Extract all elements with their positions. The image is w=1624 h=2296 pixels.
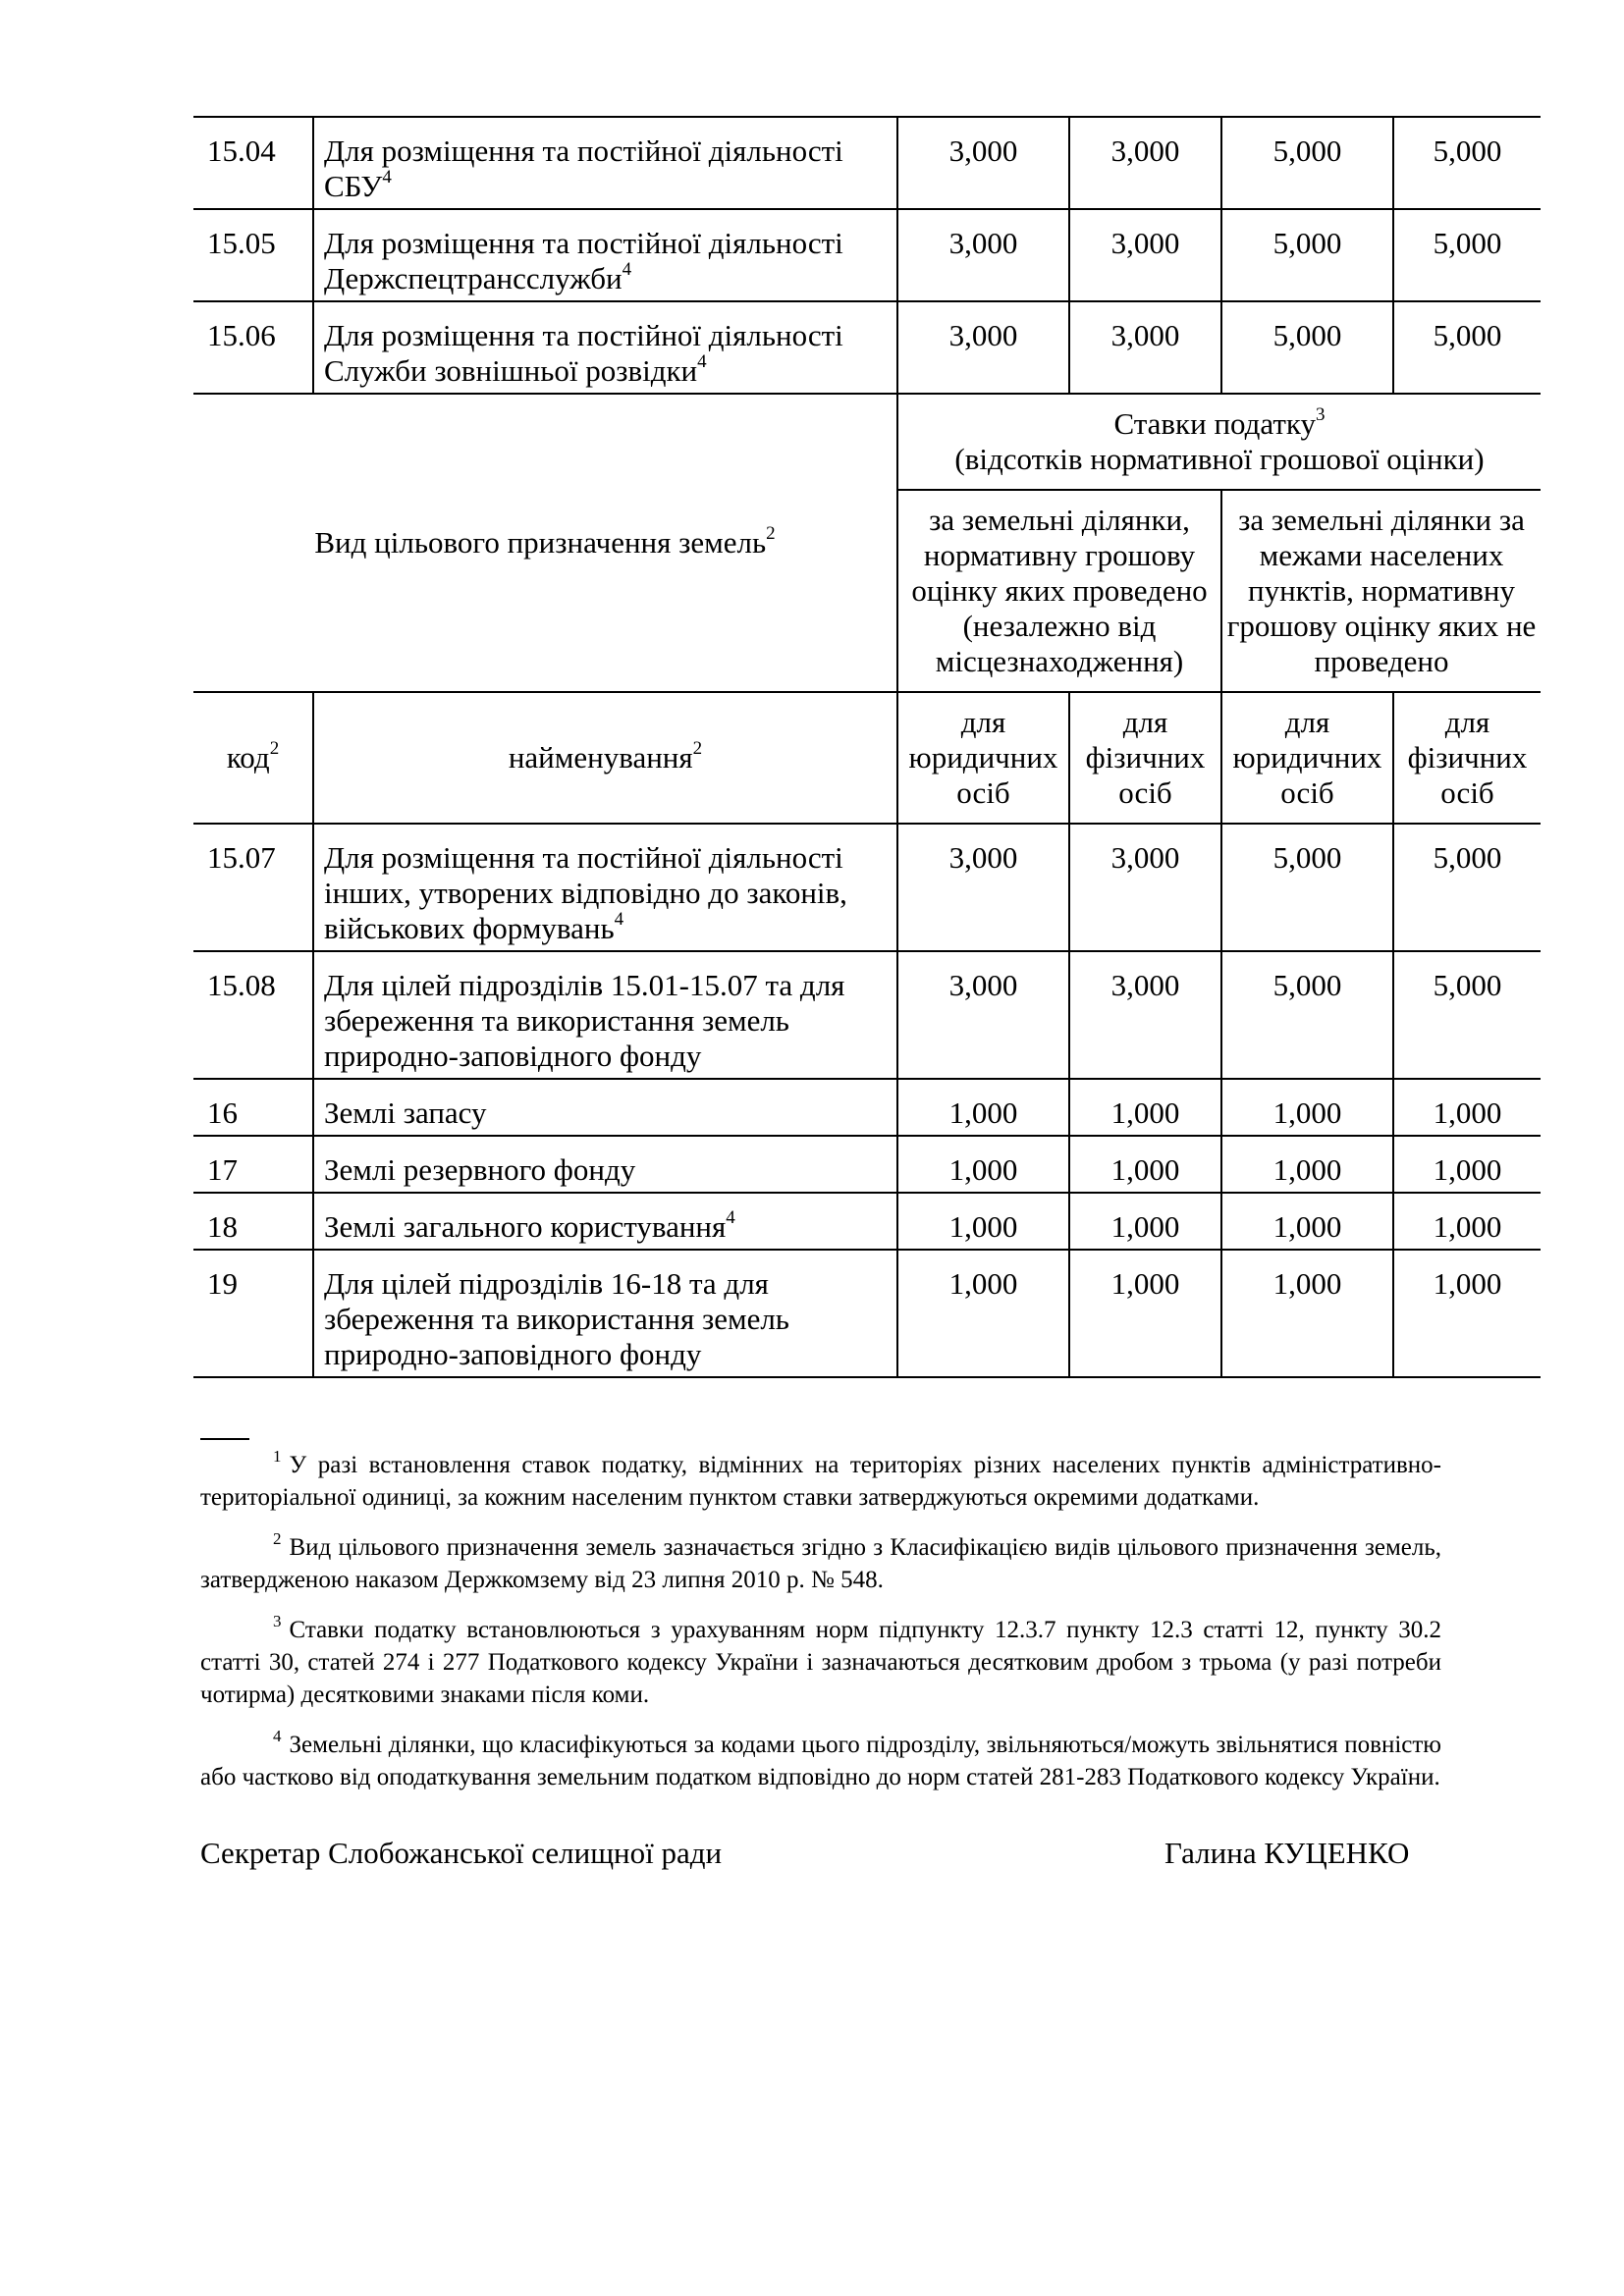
row-code: 17 xyxy=(193,1136,313,1193)
row-code: 16 xyxy=(193,1079,313,1136)
rate-value: 1,000 xyxy=(1393,1136,1541,1193)
rate-value: 5,000 xyxy=(1393,824,1541,951)
rate-value: 1,000 xyxy=(1221,1250,1393,1377)
rate-value: 5,000 xyxy=(1393,117,1541,209)
header-rates-sub: (відсотків нормативної грошової оцінки) xyxy=(954,442,1485,476)
table-body-top xyxy=(193,117,1541,394)
rate-value: 5,000 xyxy=(1221,209,1393,301)
header-name-cell xyxy=(313,692,897,824)
rate-value: 1,000 xyxy=(1221,1079,1393,1136)
footnotes xyxy=(200,1449,1441,1811)
footnote-text: Земельні ділянки, що класифікуються за кодами цього підрозділу, звільняються/можуть звільнятися повністю або частково від оподаткування земельним податком відповідно до норм статей 281-283 Податкового кодексу України. xyxy=(200,1732,1441,1790)
rate-value: 1,000 xyxy=(1069,1250,1221,1377)
table-body-bottom xyxy=(193,824,1541,1377)
row-name: Для розміщення та постійної діяльності інших, утворених відповідно до законів, військових формувань xyxy=(324,840,847,945)
rate-value: 1,000 xyxy=(1221,1136,1393,1193)
row-name-cell xyxy=(313,1193,897,1250)
table-row xyxy=(193,951,1541,1079)
rate-value: 1,000 xyxy=(897,1136,1069,1193)
footnote xyxy=(200,1614,1441,1711)
rate-value: 3,000 xyxy=(897,824,1069,951)
row-footnote-ref: 4 xyxy=(697,351,707,372)
row-name: Землі загального користування xyxy=(324,1209,727,1244)
rate-value: 1,000 xyxy=(1069,1079,1221,1136)
table-row xyxy=(193,301,1541,394)
rate-value: 1,000 xyxy=(1393,1250,1541,1377)
row-code: 18 xyxy=(193,1193,313,1250)
footnote-separator xyxy=(200,1438,249,1440)
footnote-number: 2 xyxy=(273,1529,282,1548)
header-rates: Ставки податку xyxy=(1113,406,1317,441)
rate-value: 5,000 xyxy=(1221,117,1393,209)
table-row xyxy=(193,1079,1541,1136)
rate-value: 1,000 xyxy=(1393,1193,1541,1250)
row-name-cell xyxy=(313,824,897,951)
row-footnote-ref: 4 xyxy=(726,1207,735,1228)
rate-value: 5,000 xyxy=(1393,209,1541,301)
rate-value: 3,000 xyxy=(1069,117,1221,209)
row-code: 15.08 xyxy=(193,951,313,1079)
rate-value: 5,000 xyxy=(1393,951,1541,1079)
rate-value: 1,000 xyxy=(1221,1193,1393,1250)
row-name: Для розміщення та постійної діяльності СБУ xyxy=(324,133,843,203)
row-name: Для розміщення та постійної діяльності Служби зовнішньої розвідки xyxy=(324,318,843,388)
row-name: Для цілей підрозділів 16-18 та для збереження та використання земель природно-заповідного фонду xyxy=(324,1266,789,1371)
footnote-text: Вид цільового призначення земель зазначається згідно з Класифікацією видів цільового призначення земель, затвердженою наказом Держкомзему від 23 липня 2010 р. № 548. xyxy=(200,1534,1441,1593)
rate-value: 1,000 xyxy=(1069,1136,1221,1193)
footnote xyxy=(200,1449,1441,1514)
header-legal-1: для юридичних осіб xyxy=(897,692,1069,824)
table-row xyxy=(193,209,1541,301)
header-row-columns xyxy=(193,692,1541,824)
header-name: найменування xyxy=(508,740,693,774)
row-footnote-ref: 4 xyxy=(614,909,624,930)
rate-value: 3,000 xyxy=(897,209,1069,301)
rate-value: 3,000 xyxy=(897,117,1069,209)
header-purpose: Вид цільового призначення земель xyxy=(314,525,767,560)
footnote xyxy=(200,1729,1441,1793)
table-row xyxy=(193,824,1541,951)
footnote-number: 1 xyxy=(273,1447,282,1466)
header-purpose-sup: 2 xyxy=(766,523,776,544)
header-group-not-assessed: за земельні ділянки за межами населених пунктів, нормативну грошову оцінку яких не проведено xyxy=(1221,490,1541,692)
rate-value: 1,000 xyxy=(897,1193,1069,1250)
row-name-cell xyxy=(313,117,897,209)
rate-value: 5,000 xyxy=(1221,951,1393,1079)
footnote-number: 3 xyxy=(273,1612,282,1630)
rate-value: 3,000 xyxy=(1069,209,1221,301)
row-name-cell xyxy=(313,1136,897,1193)
land-tax-rates-table xyxy=(193,116,1541,1378)
header-row-rates xyxy=(193,394,1541,490)
header-code-sup: 2 xyxy=(269,738,280,759)
row-code: 15.04 xyxy=(193,117,313,209)
table-row xyxy=(193,1136,1541,1193)
footnote-text: У разі встановлення ставок податку, відмінних на територіях різних населених пунктів адміністративно-територіальної одиниці, за кожним населеним пунктом ставки затверджуються окремими додатками. xyxy=(200,1452,1441,1511)
row-name-cell xyxy=(313,1079,897,1136)
rate-value: 1,000 xyxy=(1069,1193,1221,1250)
table-row xyxy=(193,1250,1541,1377)
header-legal-2: для юридичних осіб xyxy=(1221,692,1393,824)
row-footnote-ref: 4 xyxy=(382,167,392,187)
rate-value: 3,000 xyxy=(897,951,1069,1079)
row-code: 15.05 xyxy=(193,209,313,301)
row-name: Для цілей підрозділів 15.01-15.07 та для збереження та використання земель природно-заповідного фонду xyxy=(324,968,845,1073)
header-code: код xyxy=(226,740,270,774)
row-name-cell xyxy=(313,209,897,301)
footnote-number: 4 xyxy=(273,1727,282,1745)
row-name-cell xyxy=(313,301,897,394)
signatory-name: Галина КУЦЕНКО xyxy=(1164,1836,1410,1870)
rate-value: 3,000 xyxy=(1069,301,1221,394)
header-name-sup: 2 xyxy=(692,738,703,759)
row-code: 15.06 xyxy=(193,301,313,394)
header-purpose-cell xyxy=(193,394,897,692)
header-physical-2: для фізичних осіб xyxy=(1393,692,1541,824)
rate-value: 5,000 xyxy=(1221,301,1393,394)
table-row xyxy=(193,117,1541,209)
header-group-assessed: за земельні ділянки, нормативну грошову оцінку яких проведено (незалежно від місцезнаходження) xyxy=(897,490,1221,692)
rate-value: 3,000 xyxy=(1069,824,1221,951)
row-code: 19 xyxy=(193,1250,313,1377)
footnote-text: Ставки податку встановлюються з урахуванням норм підпункту 12.3.7 пункту 12.3 статті 12, пункту 30.2 статті 30, статей 274 і 277 Податкового кодексу України і зазначаються десятковим дробом з трьома (у разі потреби чотирма) десятковими знаками після коми. xyxy=(200,1617,1441,1708)
rate-value: 1,000 xyxy=(897,1250,1069,1377)
header-rates-sup: 3 xyxy=(1316,404,1326,425)
table-row xyxy=(193,1193,1541,1250)
row-name: Землі запасу xyxy=(324,1095,487,1130)
row-name: Землі резервного фонду xyxy=(324,1152,636,1187)
header-rates-cell xyxy=(897,394,1541,490)
table-header xyxy=(193,394,1541,824)
row-code: 15.07 xyxy=(193,824,313,951)
row-footnote-ref: 4 xyxy=(622,259,632,280)
rate-value: 5,000 xyxy=(1393,301,1541,394)
row-name: Для розміщення та постійної діяльності Держспецтрансслужби xyxy=(324,226,843,295)
row-name-cell xyxy=(313,951,897,1079)
footnote xyxy=(200,1531,1441,1596)
row-name-cell xyxy=(313,1250,897,1377)
rate-value: 5,000 xyxy=(1221,824,1393,951)
rate-value: 1,000 xyxy=(897,1079,1069,1136)
header-physical-1: для фізичних осіб xyxy=(1069,692,1221,824)
rate-value: 1,000 xyxy=(1393,1079,1541,1136)
header-code-cell xyxy=(193,692,313,824)
signatory-position: Секретар Слобожанської селищної ради xyxy=(200,1836,723,1870)
rate-value: 3,000 xyxy=(1069,951,1221,1079)
rate-value: 3,000 xyxy=(897,301,1069,394)
